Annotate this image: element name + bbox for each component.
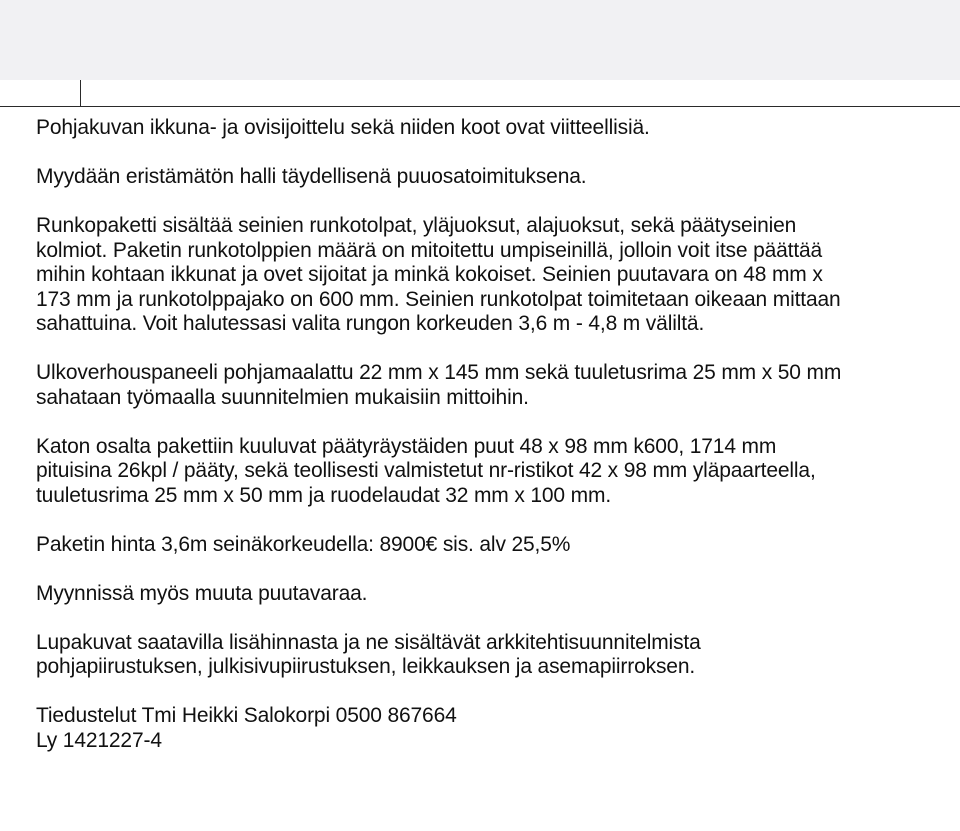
paragraph-other-lumber: Myynnissä myös muuta puutavaraa. (36, 581, 368, 605)
paragraph-contact: Tiedustelut Tmi Heikki Salokorpi 0500 867664 Ly 1421227-4 (36, 704, 457, 752)
ruler-line (0, 106, 960, 107)
paragraph-layout-note: Pohjakuvan ikkuna- ja ovisijoittelu sekä niiden koot ovat viitteellisiä. (36, 116, 650, 139)
ruler-tick (80, 80, 81, 106)
paragraph-permit-drawings: Lupakuvat saatavilla lisähinnasta ja ne sisältävät arkkitehtisuunnitelmista pohjapiirustuksen, julkisivupiirustuksen, leikkauksen ja asemapiirroksen. (36, 630, 701, 678)
paragraph-roof: Katon osalta pakettiin kuuluvat päätyräystäiden puut 48 x 98 mm k600, 1714 mm pituisina 26kpl / pääty, sekä teollisesti valmistetut nr-ristikot 42 x 98 mm yläpaarteella, tuuletusrima 25 mm x 50 mm ja ruodelaudat 32 mm x 100 mm. (36, 434, 816, 507)
paragraph-cladding: Ulkoverhouspaneeli pohjamaalattu 22 mm x 145 mm sekä tuuletusrima 25 mm x 50 mm sahataan työmaalla suunnitelmien mukaisiin mittoihin. (36, 361, 842, 409)
paragraph-frame-package: Runkopaketti sisältää seinien runkotolpat, yläjuoksut, alajuoksut, sekä päätyseinien kolmiot. Paketin runkotolppien määrä on mitoitettu umpiseinillä, jolloin voit itse päättää mihin kohtaan ikkunat ja ovet sijoitat ja minkä kokoiset. Seinien puutavara on 48 mm x 173 mm ja runkotolppajako on 600 mm. Seinien runkotolpat toimitetaan oikeaan mittaan sahattuina. Voit halutessasi valita rungon korkeuden 3,6 m - 4,8 m väliltä. (36, 214, 841, 335)
paragraph-price: Paketin hinta 3,6m seinäkorkeudella: 8900€ sis. alv 25,5% (36, 532, 571, 556)
paragraph-sale-description: Myydään eristämätön halli täydellisenä puuosatoimituksena. (36, 165, 587, 188)
document-body[interactable] (36, 116, 936, 778)
toolbar-area (0, 0, 960, 80)
